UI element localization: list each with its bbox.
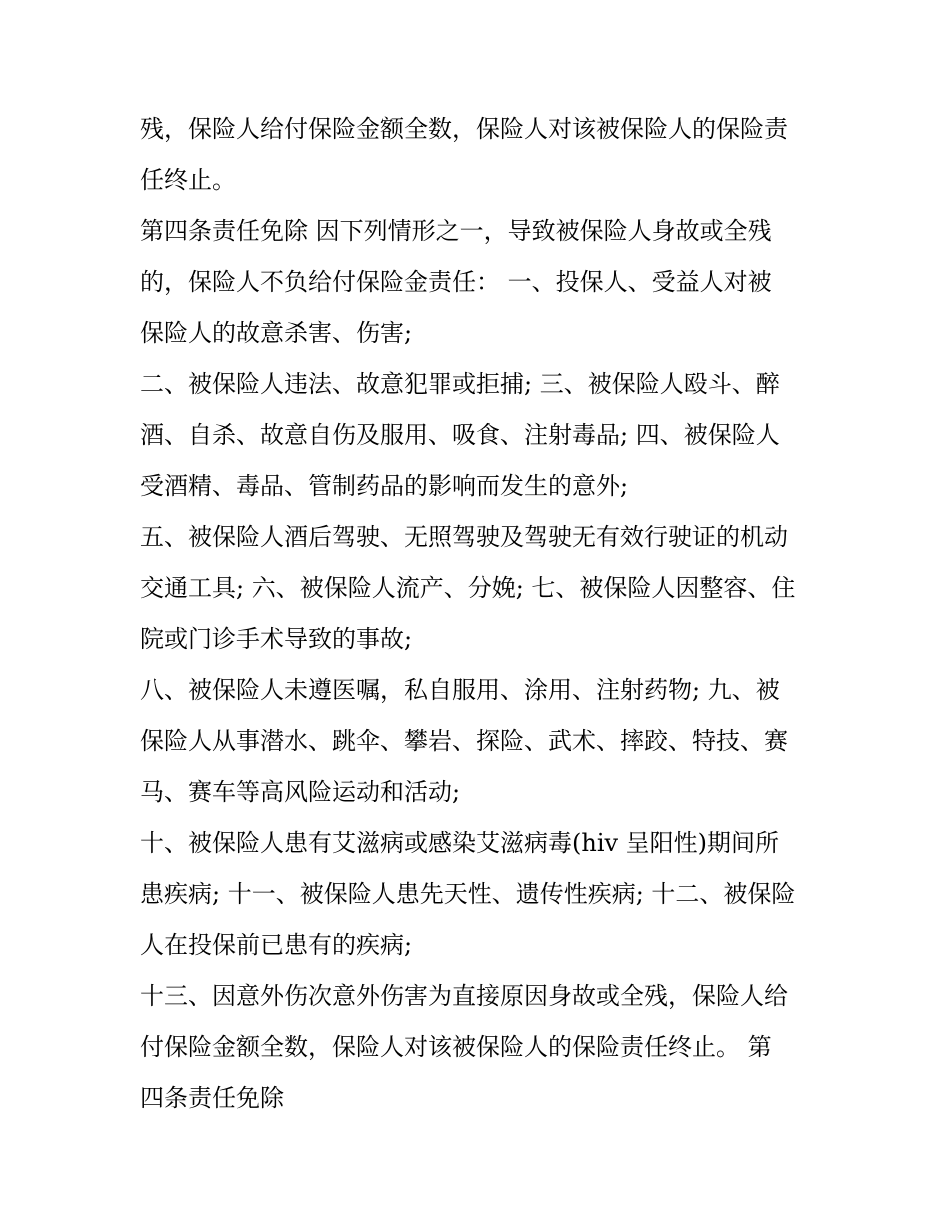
- text-line: 酒、自杀、故意自伤及服用、吸食、注射毒品; 四、被保险人: [140, 421, 780, 449]
- paragraph-3: [140, 359, 816, 512]
- text-line: 二、被保险人违法、故意犯罪或拒捕; 三、被保险人殴斗、醉: [140, 370, 780, 398]
- text-line: 保险人的故意杀害、伤害;: [140, 319, 413, 347]
- text-line: 院或门诊手术导致的事故;: [140, 625, 413, 653]
- text-line: 残，保险人给付保险金额全数，保险人对该被保险人的保险责: [140, 115, 788, 143]
- text-line: 交通工具; 六、被保险人流产、分娩; 七、被保险人因整容、住: [140, 574, 796, 602]
- paragraph-1: [140, 104, 816, 206]
- paragraph-7: [140, 971, 816, 1124]
- text-line: 保险人从事潜水、跳伞、攀岩、探险、武术、摔跤、特技、赛: [140, 727, 788, 755]
- paragraph-6: [140, 818, 816, 971]
- paragraph-2: [140, 206, 816, 359]
- text-line: 十、被保险人患有艾滋病或感染艾滋病毒(hiv 呈阳性)期间所: [140, 829, 780, 857]
- text-line: 受酒精、毒品、管制药品的影响而发生的意外;: [140, 472, 629, 500]
- text-line: 四条责任免除: [140, 1084, 284, 1112]
- document-body: [140, 104, 816, 1124]
- text-line: 第四条责任免除 因下列情形之一，导致被保险人身故或全残: [140, 217, 772, 245]
- text-line: 任终止。: [140, 166, 236, 194]
- text-line: 人在投保前已患有的疾病;: [140, 931, 413, 959]
- text-line: 马、赛车等高风险运动和活动;: [140, 778, 461, 806]
- text-line: 付保险金额全数，保险人对该被保险人的保险责任终止。 第: [140, 1033, 772, 1061]
- text-line: 五、被保险人酒后驾驶、无照驾驶及驾驶无有效行驶证的机动: [140, 523, 788, 551]
- paragraph-4: [140, 512, 816, 665]
- text-line: 八、被保险人未遵医嘱，私自服用、涂用、注射药物; 九、被: [140, 676, 780, 704]
- text-line: 十三、因意外伤次意外伤害为直接原因身故或全残，保险人给: [140, 982, 788, 1010]
- paragraph-5: [140, 665, 816, 818]
- text-line: 患疾病; 十一、被保险人患先天性、遗传性疾病; 十二、被保险: [140, 880, 796, 908]
- text-line: 的，保险人不负给付保险金责任： 一、投保人、受益人对被: [140, 268, 772, 296]
